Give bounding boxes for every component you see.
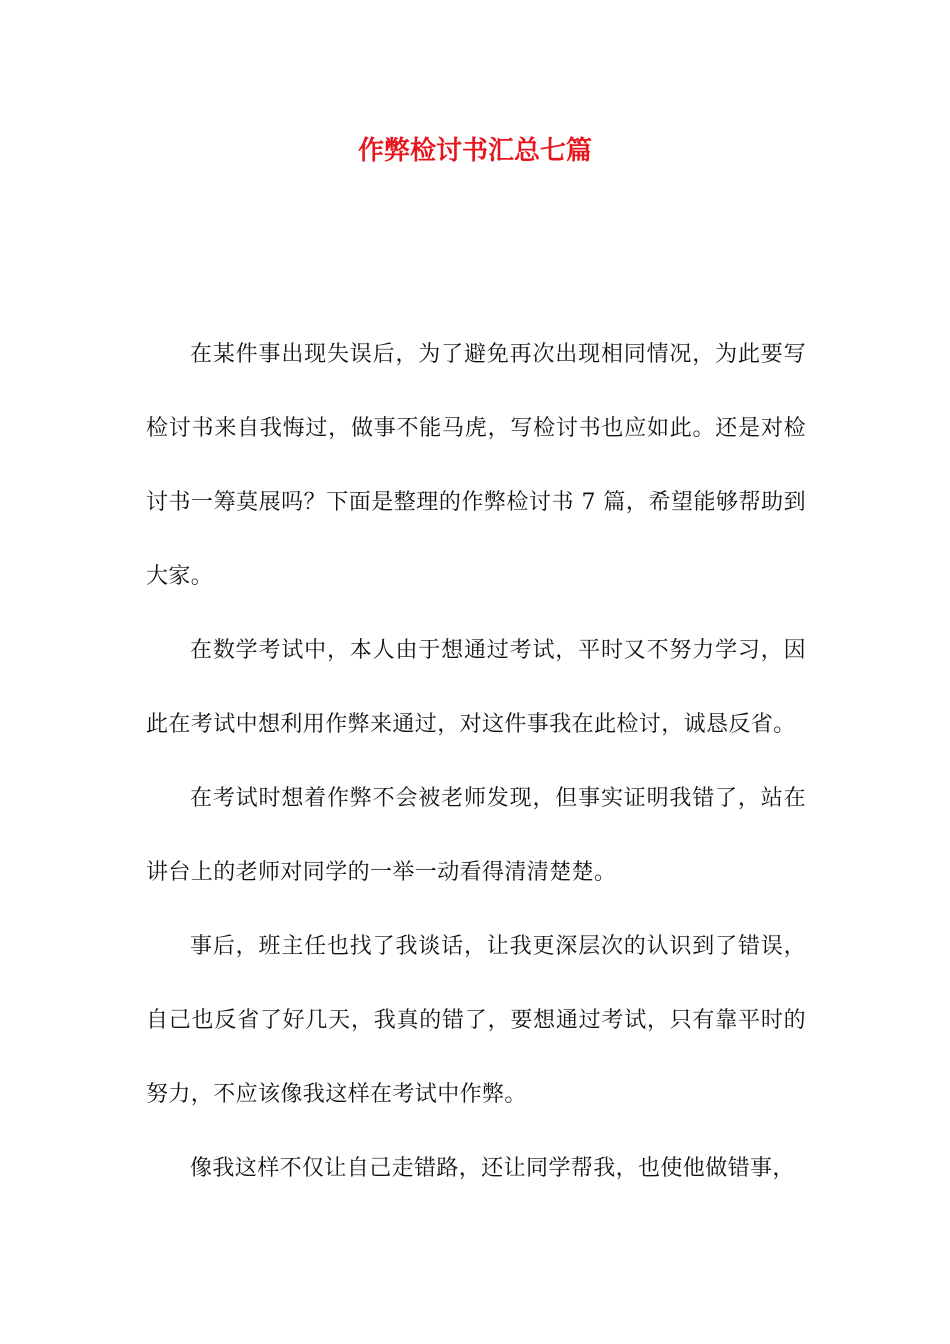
document-body [146, 318, 806, 1206]
document-title: 作弊检讨书汇总七篇 [357, 136, 592, 166]
paragraph-3: 在考试时想着作弊不会被老师发现，但事实证明我错了，站在讲台上的老师对同学的一举一动看得清清楚楚。 [146, 786, 806, 885]
paragraph-4: 事后，班主任也找了我谈话，让我更深层次的认识到了错误，自己也反省了好几天，我真的错了，要想通过考试，只有靠平时的努力，不应该像我这样在考试中作弊。 [146, 934, 806, 1107]
paragraph-5: 像我这样不仅让自己走错路，还让同学帮我，也使他做错事， [190, 1156, 795, 1181]
paragraph-1: 在某件事出现失误后，为了避免再次出现相同情况，为此要写检讨书来自我悔过，做事不能马虎，写检讨书也应如此。还是对检讨书一筹莫展吗？下面是整理的作弊检讨书 7 篇，希望能够帮助到大家。 [146, 342, 806, 589]
paragraph-2: 在数学考试中，本人由于想通过考试，平时又不努力学习，因此在考试中想利用作弊来通过，对这件事我在此检讨，诚恳反省。 [146, 638, 806, 737]
